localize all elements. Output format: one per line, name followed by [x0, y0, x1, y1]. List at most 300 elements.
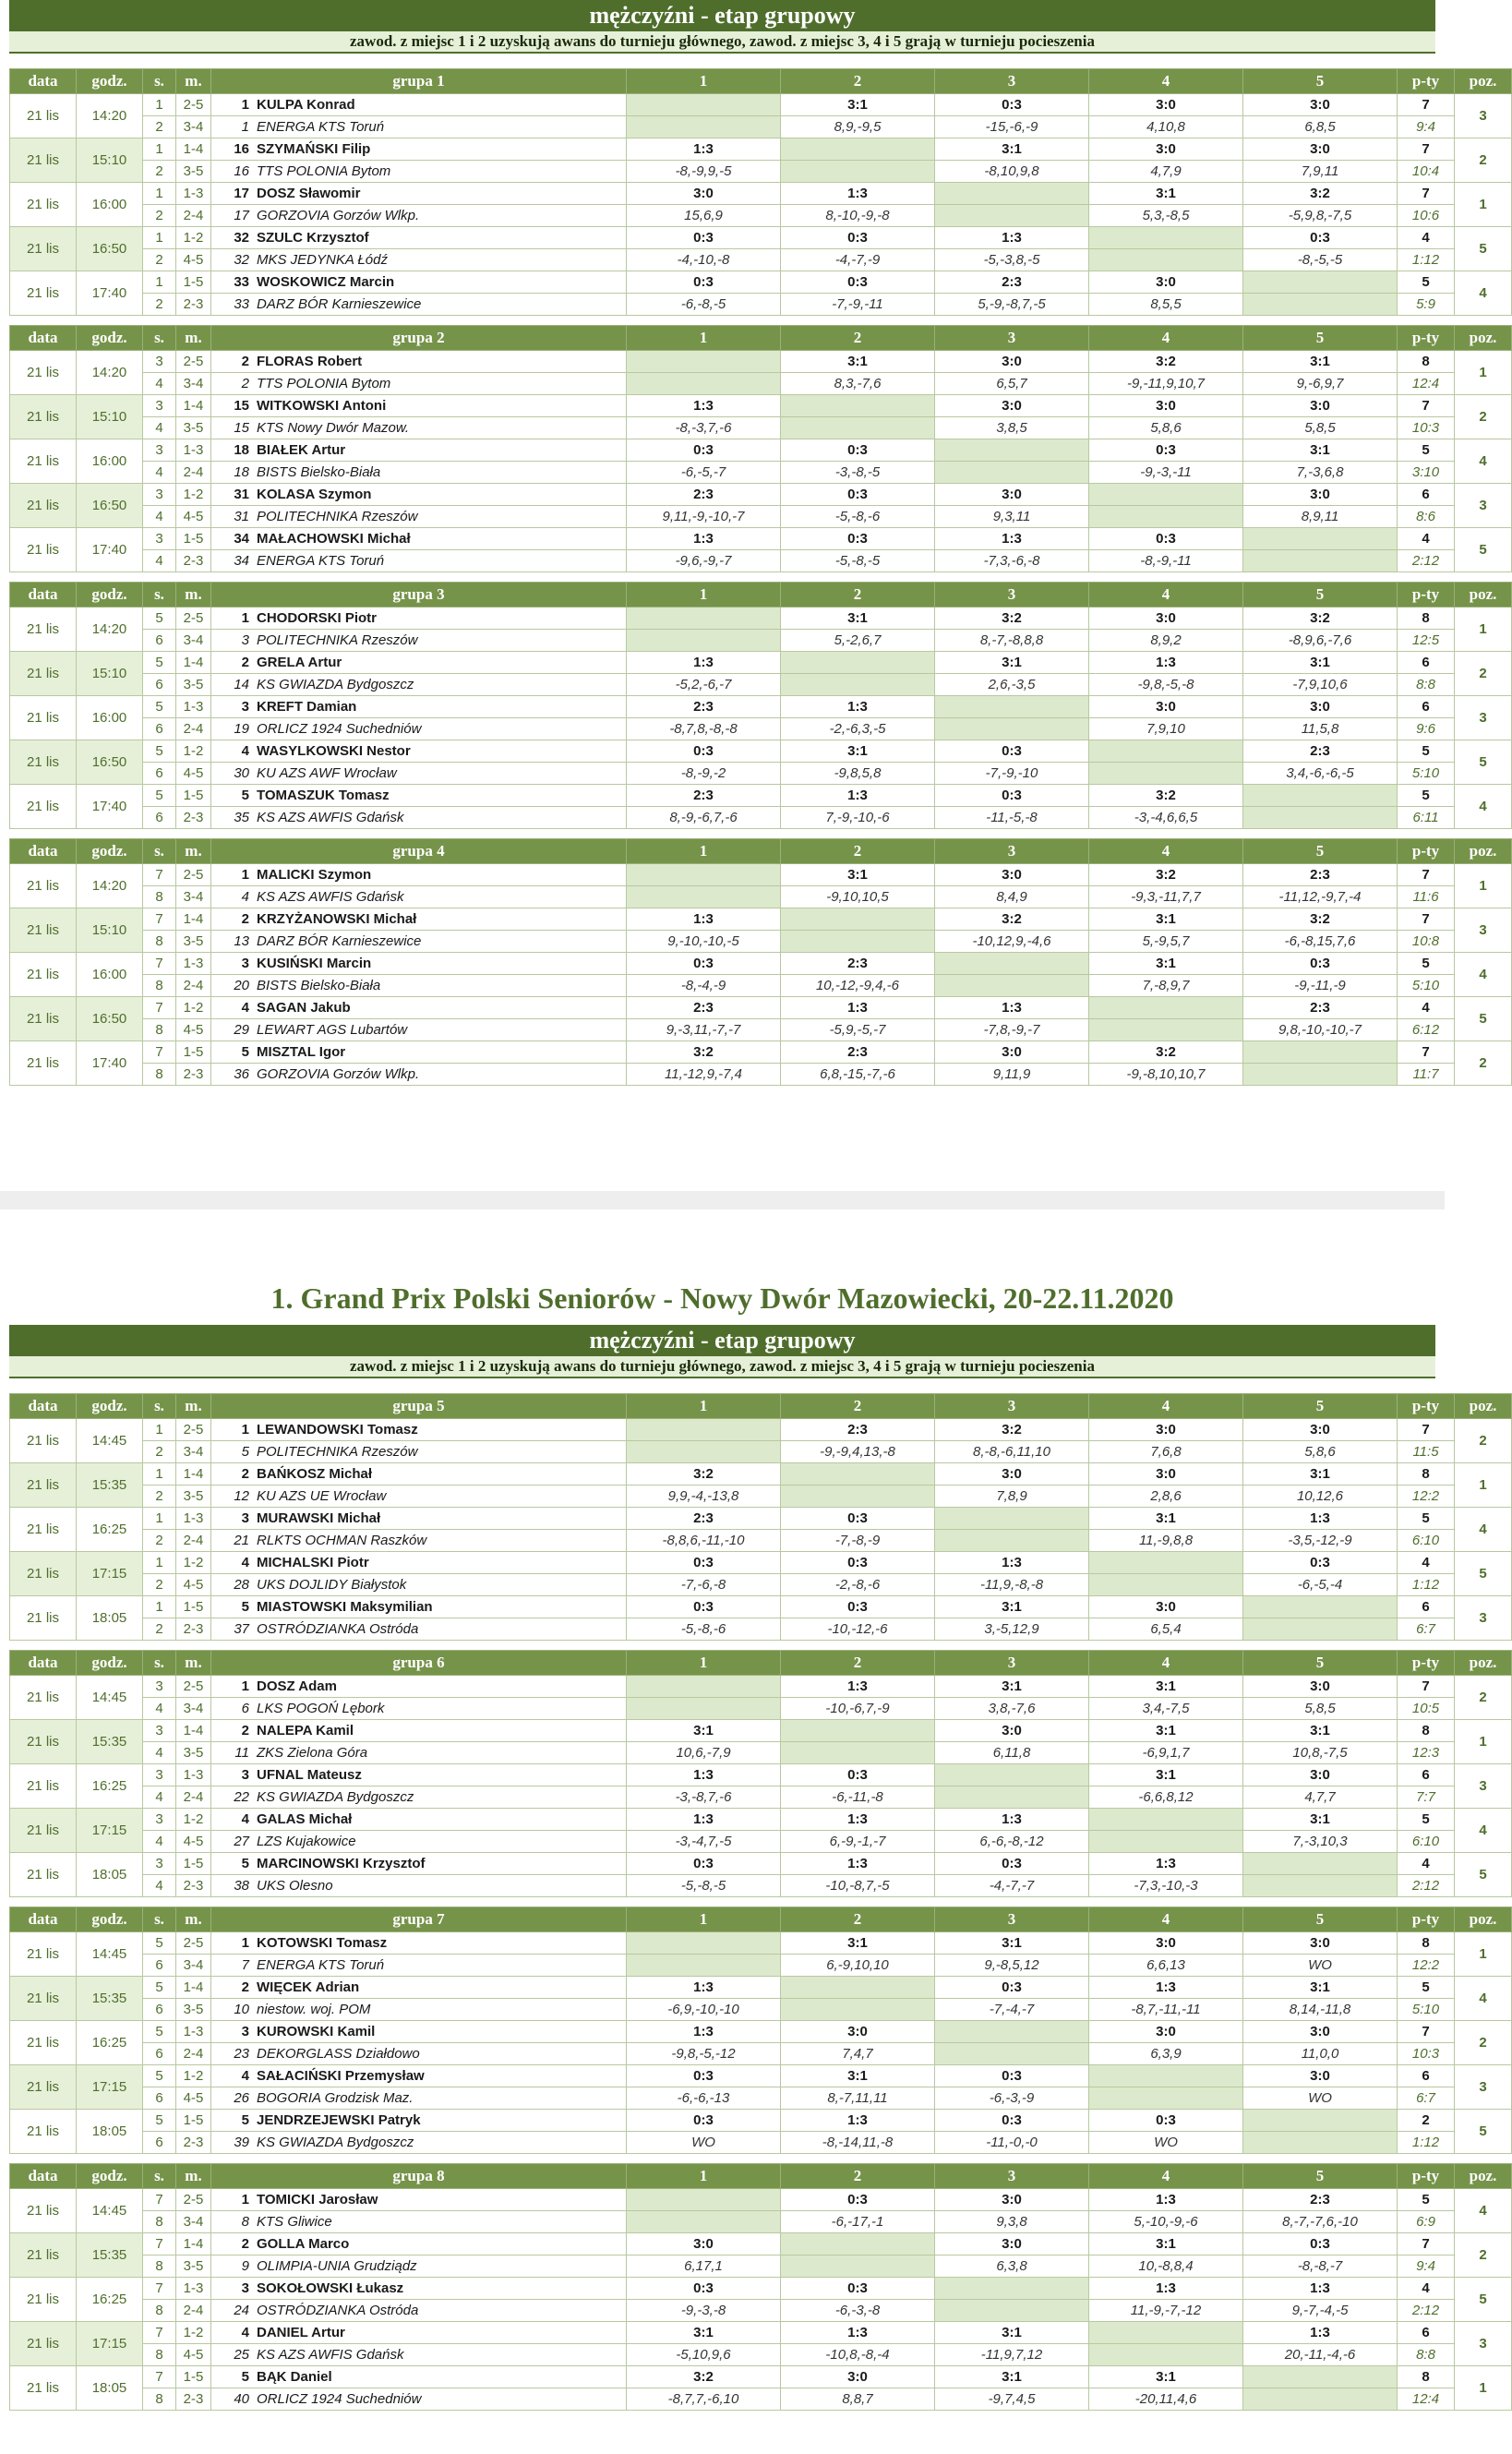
self-cell	[1243, 1875, 1398, 1897]
match-score: 3:1	[781, 864, 935, 886]
player-club	[211, 1875, 627, 1897]
player-club	[211, 718, 627, 740]
table-no: 3	[143, 1764, 176, 1786]
table-no: 8	[143, 1019, 176, 1041]
position: 3	[1455, 1764, 1512, 1809]
player-seed: 20	[234, 978, 249, 993]
set-scores: -5,-8,-5	[627, 1875, 781, 1897]
match-score: 1:3	[627, 1809, 781, 1831]
player-number: 2	[241, 2236, 249, 2252]
set-scores: -7,-9,-10	[935, 763, 1089, 785]
col-header-5: 5	[1243, 69, 1398, 94]
match-date: 21 lis	[10, 1932, 77, 1977]
table-row	[10, 1720, 1512, 1742]
match-score: 1:3	[627, 1764, 781, 1786]
set-scores: 8,-8,-6,11,10	[935, 1441, 1089, 1463]
match-score: 2:3	[627, 785, 781, 807]
points: 5	[1398, 953, 1455, 975]
player-number: 1	[241, 1935, 249, 1951]
set-scores: WO	[1243, 2087, 1398, 2110]
table-row-sub	[10, 2211, 1512, 2233]
banner	[9, 0, 1435, 31]
table-no: 8	[143, 975, 176, 997]
table-row	[10, 2366, 1512, 2388]
table-no: 2	[143, 1530, 176, 1552]
match-score: 1:3	[627, 138, 781, 161]
self-cell	[781, 417, 935, 439]
set-scores: -9,3,-11,7,7	[1089, 886, 1243, 908]
match-pair: 4-5	[176, 1574, 211, 1596]
table-row-sub	[10, 1530, 1512, 1552]
player-number: 5	[241, 788, 249, 803]
self-cell	[781, 931, 935, 953]
table-no: 6	[143, 763, 176, 785]
player-club	[211, 417, 627, 439]
set-scores: -11,-5,-8	[935, 807, 1089, 829]
match-pair: 2-3	[176, 807, 211, 829]
match-pair: 1-2	[176, 997, 211, 1019]
player-name	[211, 1932, 627, 1955]
match-pair: 1-5	[176, 528, 211, 550]
self-cell	[627, 2189, 781, 2211]
set-ratio: 9:4	[1398, 116, 1455, 138]
match-score: 3:2	[1243, 607, 1398, 630]
set-scores: 11,-9,-7,-12	[1089, 2300, 1243, 2322]
player-seed: 19	[234, 721, 249, 737]
table-no: 1	[143, 1419, 176, 1441]
match-score: 3:0	[1243, 138, 1398, 161]
set-scores: -6,-5,-4	[1243, 1574, 1398, 1596]
match-date: 21 lis	[10, 1508, 77, 1552]
match-date: 21 lis	[10, 740, 77, 785]
col-header-time: godz.	[77, 326, 143, 351]
table-row	[10, 1977, 1512, 1999]
match-pair: 1-4	[176, 395, 211, 417]
player-club-text: ZKS Zielona Góra	[257, 1745, 368, 1761]
player-club	[211, 630, 627, 652]
points: 7	[1398, 94, 1455, 116]
match-score: 0:3	[781, 227, 935, 249]
player-club	[211, 975, 627, 997]
self-cell	[935, 1530, 1089, 1552]
match-score: 1:3	[627, 528, 781, 550]
player-seed: 3	[241, 632, 249, 648]
subbanner-2: zawod. z miejsc 1 i 2 uzyskują awans do turnieju głównego, zawod. z miejsc 3, 4 i 5 grają w turnieju pocieszenia	[9, 1356, 1435, 1378]
player-name	[211, 138, 627, 161]
set-scores: 8,-10,-9,-8	[781, 205, 935, 227]
set-scores: 6,3,9	[1089, 2043, 1243, 2065]
player-number: 3	[241, 2024, 249, 2039]
player-seed: 32	[234, 252, 249, 268]
match-score: 3:1	[1243, 1463, 1398, 1486]
self-cell	[781, 1720, 935, 1742]
match-score: 3:0	[1089, 696, 1243, 718]
match-time: 17:40	[77, 271, 143, 316]
match-pair: 4-5	[176, 763, 211, 785]
player-number: 4	[241, 2325, 249, 2340]
set-scores: -8,-14,11,-8	[781, 2132, 935, 2154]
match-score: 0:3	[627, 227, 781, 249]
match-pair: 3-5	[176, 1486, 211, 1508]
col-header-points: p-ty	[1398, 326, 1455, 351]
player-club	[211, 2256, 627, 2278]
player-club-text: MKS JEDYNKA Łódź	[257, 252, 388, 268]
player-club-text: niestow. woj. POM	[257, 2002, 371, 2017]
set-scores: WO	[627, 2132, 781, 2154]
set-scores: -3,5,-12,-9	[1243, 1530, 1398, 1552]
match-score: 3:1	[1243, 1720, 1398, 1742]
self-cell	[627, 116, 781, 138]
player-club	[211, 2388, 627, 2411]
player-club	[211, 1441, 627, 1463]
player-club-text: UKS DOJLIDY Białystok	[257, 1577, 407, 1593]
set-scores: -8,-9,-11	[1089, 550, 1243, 572]
set-scores: 11,-12,9,-7,4	[627, 1064, 781, 1086]
table-row	[10, 439, 1512, 462]
set-ratio: 3:10	[1398, 462, 1455, 484]
set-scores: 8,8,7	[781, 2388, 935, 2411]
match-score: 3:0	[781, 2021, 935, 2043]
self-cell	[627, 1441, 781, 1463]
col-header-3: 3	[935, 326, 1089, 351]
player-number: 1	[241, 2192, 249, 2207]
match-pair: 3-4	[176, 2211, 211, 2233]
player-name	[211, 785, 627, 807]
match-score: 2:3	[1243, 2189, 1398, 2211]
player-club	[211, 1786, 627, 1809]
set-scores: -5,9,8,-7,5	[1243, 205, 1398, 227]
match-pair: 3-4	[176, 630, 211, 652]
table-no: 8	[143, 2344, 176, 2366]
player-club	[211, 1831, 627, 1853]
table-row	[10, 652, 1512, 674]
player-club	[211, 2211, 627, 2233]
set-ratio: 2:12	[1398, 1875, 1455, 1897]
table-row-sub	[10, 931, 1512, 953]
points: 7	[1398, 2021, 1455, 2043]
player-name-text: KREFT Damian	[257, 699, 357, 715]
player-name	[211, 1809, 627, 1831]
player-name	[211, 351, 627, 373]
match-date: 21 lis	[10, 484, 77, 528]
match-score: 3:2	[1089, 351, 1243, 373]
set-scores: -3,-8,7,-6	[627, 1786, 781, 1809]
match-score: 2:3	[1243, 740, 1398, 763]
set-scores: 4,7,7	[1243, 1786, 1398, 1809]
player-name	[211, 2189, 627, 2211]
position: 4	[1455, 785, 1512, 829]
self-cell	[781, 1742, 935, 1764]
self-cell	[1089, 484, 1243, 506]
player-name-text: MARCINOWSKI Krzysztof	[257, 1856, 426, 1871]
match-score: 0:3	[1089, 2110, 1243, 2132]
self-cell	[1243, 2132, 1398, 2154]
col-header-time: godz.	[77, 69, 143, 94]
player-number: 4	[241, 743, 249, 759]
position: 3	[1455, 2065, 1512, 2110]
player-name-text: KOTOWSKI Tomasz	[257, 1935, 388, 1951]
player-club	[211, 2132, 627, 2154]
player-name-text: MAŁACHOWSKI Michał	[257, 531, 411, 547]
match-time: 14:20	[77, 864, 143, 908]
set-ratio: 12:2	[1398, 1486, 1455, 1508]
set-ratio: 2:12	[1398, 2300, 1455, 2322]
match-pair: 2-5	[176, 351, 211, 373]
subbanner: zawod. z miejsc 1 i 2 uzyskują awans do turnieju głównego, zawod. z miejsc 3, 4 i 5 grają w turnieju pocieszenia	[9, 31, 1435, 54]
col-header-s: s.	[143, 1907, 176, 1932]
player-name	[211, 271, 627, 294]
match-pair: 2-5	[176, 2189, 211, 2211]
table-no: 6	[143, 1955, 176, 1977]
player-club	[211, 1530, 627, 1552]
set-scores: 10,-12,-9,4,-6	[781, 975, 935, 997]
set-scores: -9,10,10,5	[781, 886, 935, 908]
set-scores: -7,3,-10,-3	[1089, 1875, 1243, 1897]
table-row	[10, 1932, 1512, 1955]
player-club-text: ENERGA KTS Toruń	[257, 119, 385, 135]
set-ratio: 12:4	[1398, 373, 1455, 395]
set-scores: 2,8,6	[1089, 1486, 1243, 1508]
table-no: 5	[143, 785, 176, 807]
points: 6	[1398, 1596, 1455, 1618]
set-ratio: 8:8	[1398, 2344, 1455, 2366]
match-score: 3:0	[781, 2366, 935, 2388]
set-scores: 20,-11,-4,-6	[1243, 2344, 1398, 2366]
match-score: 3:0	[627, 183, 781, 205]
set-ratio: 11:7	[1398, 1064, 1455, 1086]
match-score: 3:0	[1243, 395, 1398, 417]
player-name-text: BIAŁEK Artur	[257, 442, 346, 458]
match-score: 0:3	[627, 953, 781, 975]
col-header-2: 2	[781, 583, 935, 607]
table-no: 8	[143, 2211, 176, 2233]
player-number: 34	[234, 531, 249, 547]
player-name-text: MURAWSKI Michał	[257, 1510, 381, 1526]
match-date: 21 lis	[10, 528, 77, 572]
match-pair: 3-5	[176, 161, 211, 183]
table-row-sub	[10, 807, 1512, 829]
player-seed: 15	[234, 420, 249, 436]
set-scores: -8,-9,-2	[627, 763, 781, 785]
player-seed: 30	[234, 765, 249, 781]
col-header-2: 2	[781, 1394, 935, 1419]
position: 4	[1455, 1977, 1512, 2021]
set-scores: -5,-3,8,-5	[935, 249, 1089, 271]
set-scores: 7,-9,-10,-6	[781, 807, 935, 829]
match-time: 16:25	[77, 1764, 143, 1809]
match-score: 0:3	[935, 2110, 1089, 2132]
self-cell	[935, 1786, 1089, 1809]
match-score: 1:3	[1243, 2278, 1398, 2300]
table-no: 6	[143, 807, 176, 829]
match-time: 14:45	[77, 2189, 143, 2233]
self-cell	[627, 630, 781, 652]
match-pair: 2-5	[176, 1932, 211, 1955]
self-cell	[1089, 2344, 1243, 2366]
col-header-1: 1	[627, 1394, 781, 1419]
match-score: 3:1	[1089, 183, 1243, 205]
table-row	[10, 395, 1512, 417]
match-pair: 2-4	[176, 1530, 211, 1552]
self-cell	[935, 718, 1089, 740]
player-name	[211, 997, 627, 1019]
set-scores: -5,-8,-6	[781, 506, 935, 528]
match-pair: 3-4	[176, 116, 211, 138]
set-scores: 5,-10,-9,-6	[1089, 2211, 1243, 2233]
table-row	[10, 351, 1512, 373]
player-club-text: LEWART AGS Lubartów	[257, 1022, 408, 1038]
table-no: 6	[143, 630, 176, 652]
col-header-s: s.	[143, 2164, 176, 2189]
match-score: 0:3	[627, 1552, 781, 1574]
points: 6	[1398, 484, 1455, 506]
set-scores: 5,8,6	[1089, 417, 1243, 439]
set-scores: 9,3,11	[935, 506, 1089, 528]
match-score: 1:3	[781, 696, 935, 718]
player-number: 3	[241, 956, 249, 971]
player-club	[211, 294, 627, 316]
set-scores: 9,3,8	[935, 2211, 1089, 2233]
points: 8	[1398, 1720, 1455, 1742]
points: 5	[1398, 785, 1455, 807]
set-scores: 6,-6,-8,-12	[935, 1831, 1089, 1853]
points: 6	[1398, 2065, 1455, 2087]
match-time: 14:45	[77, 1676, 143, 1720]
match-date: 21 lis	[10, 2278, 77, 2322]
col-header-time: godz.	[77, 1907, 143, 1932]
set-ratio: 6:10	[1398, 1831, 1455, 1853]
table-no: 1	[143, 138, 176, 161]
player-seed: 28	[234, 1577, 249, 1593]
player-name	[211, 1977, 627, 1999]
set-ratio: 12:3	[1398, 1742, 1455, 1764]
set-scores: -8,7,-11,-11	[1089, 1999, 1243, 2021]
set-scores: 8,9,2	[1089, 630, 1243, 652]
player-club	[211, 161, 627, 183]
position: 4	[1455, 953, 1512, 997]
set-scores: -6,-8,15,7,6	[1243, 931, 1398, 953]
player-name	[211, 528, 627, 550]
self-cell	[1243, 807, 1398, 829]
player-name-text: MIASTOWSKI Maksymilian	[257, 1599, 433, 1615]
set-scores: 9,8,-10,-10,-7	[1243, 1019, 1398, 1041]
player-seed: 18	[234, 464, 249, 480]
col-header-points: p-ty	[1398, 2164, 1455, 2189]
set-scores: -8,8,6,-11,-10	[627, 1530, 781, 1552]
player-name-text: BĄK Daniel	[257, 2369, 332, 2385]
player-name-text: WIĘCEK Adrian	[257, 1979, 360, 1995]
points: 4	[1398, 1853, 1455, 1875]
set-scores: 5,-9,5,7	[1089, 931, 1243, 953]
match-score: 2:3	[935, 271, 1089, 294]
match-score: 3:2	[627, 2366, 781, 2388]
match-score: 0:3	[781, 484, 935, 506]
set-scores: -7,3,-6,-8	[935, 550, 1089, 572]
match-pair: 2-5	[176, 1419, 211, 1441]
match-time: 15:35	[77, 2233, 143, 2278]
table-row-sub	[10, 2300, 1512, 2322]
player-number: 33	[234, 274, 249, 290]
col-header-2: 2	[781, 839, 935, 864]
match-time: 15:35	[77, 1720, 143, 1764]
col-header-date: data	[10, 839, 77, 864]
col-header-5: 5	[1243, 839, 1398, 864]
set-ratio: 8:8	[1398, 674, 1455, 696]
match-pair: 1-5	[176, 2110, 211, 2132]
match-score: 3:0	[1089, 1932, 1243, 1955]
table-no: 8	[143, 2256, 176, 2278]
player-club-text: UKS Olesno	[257, 1878, 333, 1894]
set-scores: -9,8,5,8	[781, 763, 935, 785]
col-header-m: m.	[176, 2164, 211, 2189]
set-ratio: 6:12	[1398, 1019, 1455, 1041]
table-no: 2	[143, 1441, 176, 1463]
self-cell	[781, 161, 935, 183]
set-scores: -8,-4,-9	[627, 975, 781, 997]
player-name	[211, 1041, 627, 1064]
table-no: 2	[143, 294, 176, 316]
table-no: 8	[143, 931, 176, 953]
match-score: 2:3	[781, 1419, 935, 1441]
self-cell	[627, 886, 781, 908]
player-number: 17	[234, 186, 249, 201]
table-no: 7	[143, 2233, 176, 2256]
table-row	[10, 2189, 1512, 2211]
set-scores: -15,-6,-9	[935, 116, 1089, 138]
match-score: 3:1	[935, 1596, 1089, 1618]
points: 7	[1398, 2233, 1455, 2256]
set-scores: 6,3,8	[935, 2256, 1089, 2278]
points: 8	[1398, 1463, 1455, 1486]
self-cell	[1243, 1041, 1398, 1064]
col-header-m: m.	[176, 69, 211, 94]
player-seed: 13	[234, 933, 249, 949]
self-cell	[781, 1977, 935, 1999]
table-row-sub	[10, 1441, 1512, 1463]
match-score: 1:3	[1243, 2322, 1398, 2344]
self-cell	[1089, 2087, 1243, 2110]
table-row-sub	[10, 674, 1512, 696]
match-date: 21 lis	[10, 395, 77, 439]
self-cell	[627, 1676, 781, 1698]
match-score: 2:3	[1243, 864, 1398, 886]
set-scores: -10,-6,7,-9	[781, 1698, 935, 1720]
match-time: 15:10	[77, 138, 143, 183]
set-ratio: 10:3	[1398, 417, 1455, 439]
set-scores: 2,6,-3,5	[935, 674, 1089, 696]
player-number: 1	[241, 1678, 249, 1694]
col-header-1: 1	[627, 2164, 781, 2189]
match-time: 14:20	[77, 351, 143, 395]
position: 2	[1455, 1676, 1512, 1720]
match-score: 1:3	[935, 997, 1089, 1019]
points: 4	[1398, 1552, 1455, 1574]
match-score: 0:3	[781, 528, 935, 550]
col-header-position: poz.	[1455, 326, 1512, 351]
table-row	[10, 484, 1512, 506]
self-cell	[935, 1764, 1089, 1786]
player-club-text: OLIMPIA-UNIA Grudziądz	[257, 2258, 417, 2274]
match-time: 15:10	[77, 652, 143, 696]
set-scores: -11,12,-9,7,-4	[1243, 886, 1398, 908]
table-no: 5	[143, 2065, 176, 2087]
points: 7	[1398, 1041, 1455, 1064]
position: 1	[1455, 1720, 1512, 1764]
player-club-text: KTS Nowy Dwór Mazow.	[257, 420, 410, 436]
self-cell	[781, 1463, 935, 1486]
match-score: 0:3	[1089, 528, 1243, 550]
table-no: 1	[143, 94, 176, 116]
